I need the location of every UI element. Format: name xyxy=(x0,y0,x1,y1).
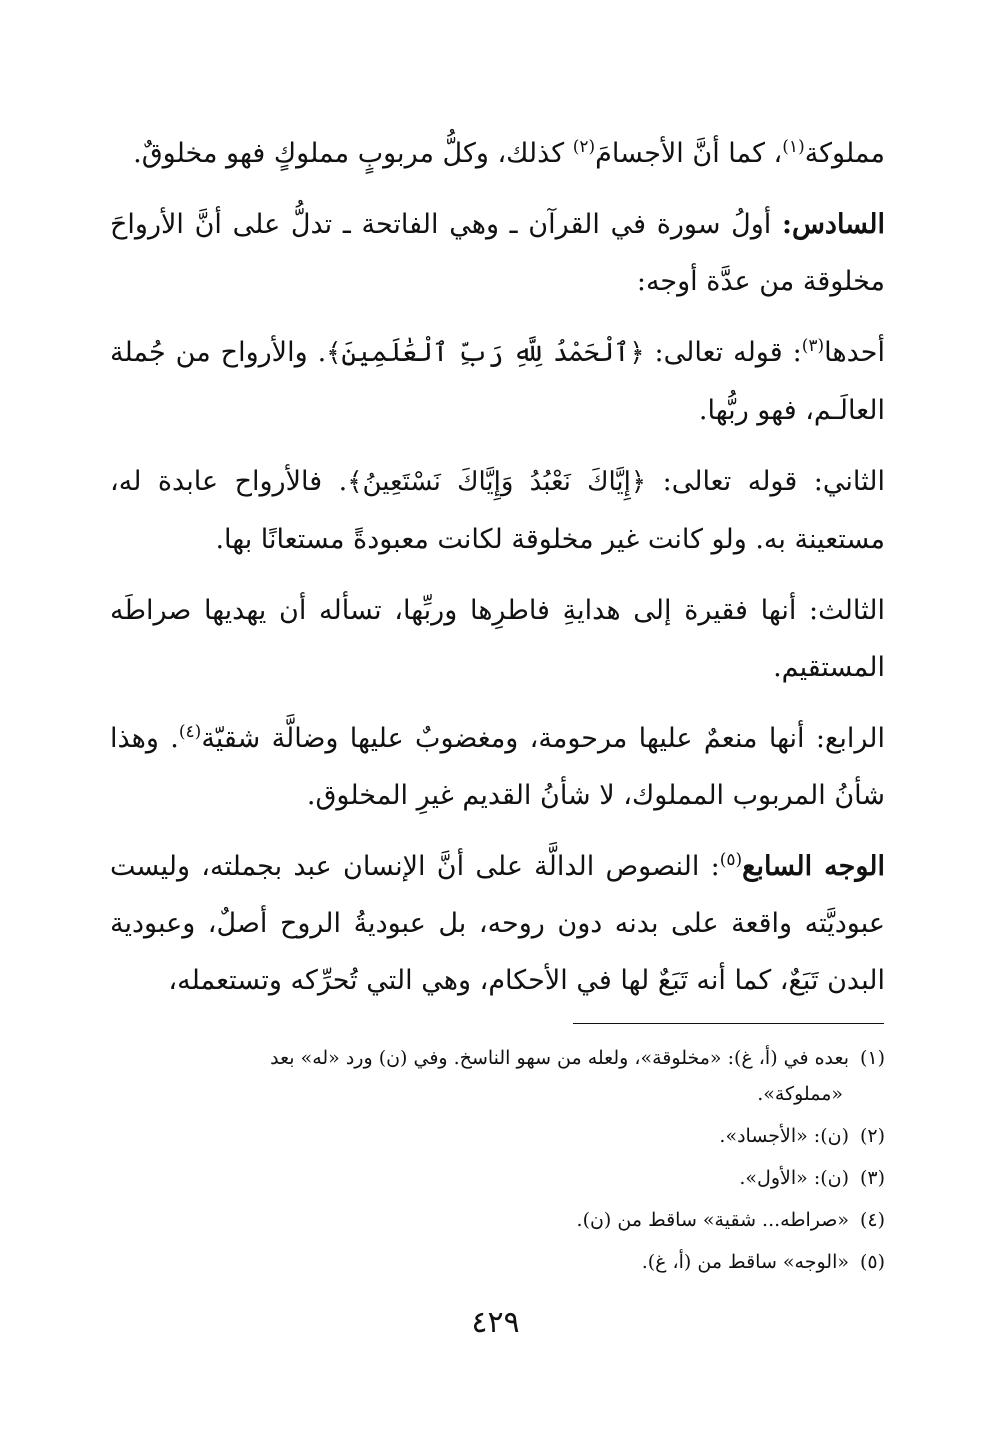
footnote-text: «الوجه» ساقط من (أ، غ). xyxy=(641,1251,849,1273)
text: الثاني: قوله تعالى: xyxy=(646,466,885,497)
section-heading-sixth: السادس: xyxy=(782,209,885,240)
footnotes xyxy=(110,1040,885,1286)
text: كذلك، وكلُّ مربوبٍ مملوكٍ فهو مخلوقٌ. xyxy=(133,138,573,169)
footnote-number: (٢) xyxy=(859,1125,885,1147)
text: ، كما أنَّ الأجسامَ xyxy=(595,138,783,169)
footnote-text: (ن): «الأول». xyxy=(739,1167,849,1189)
paragraph-first-aspect xyxy=(110,324,885,439)
footnote-text: بعده في (أ، غ): «مخلوقة»، ولعله من سهو الناسخ. وفي (ن) ورد «له» بعد xyxy=(270,1047,849,1069)
section-heading-seventh: الوجه السابع xyxy=(742,851,886,882)
page-body xyxy=(110,125,885,1023)
quran-verse: ﴿ٱلْحَمْدُ لِلَّهِ رَبِّ ٱلْعَٰلَمِينَ﴾ xyxy=(326,338,645,368)
paragraph-sixth xyxy=(110,196,885,310)
footnote-ref-4[interactable]: (٤) xyxy=(178,722,202,742)
footnote-number: (٥) xyxy=(859,1251,885,1273)
text: مملوكة xyxy=(804,138,885,169)
footnote-ref-1[interactable]: (١) xyxy=(782,137,805,157)
footnote-ref-2[interactable]: (٢) xyxy=(572,137,596,157)
footnote-5 xyxy=(110,1244,885,1280)
text: . فالأرواح عابدة له، مستعينة به. ولو كانت غير مخلوقة لكانت معبودةً مستعانًا بها. xyxy=(110,466,885,555)
text: . وهذا شأنُ المربوب المملوك، لا شأنُ القديم غيرِ المخلوق. xyxy=(110,723,885,811)
footnote-text: «صراطه... شقية» ساقط من (ن). xyxy=(576,1209,849,1231)
paragraph-fourth-aspect xyxy=(110,710,885,824)
footnote-text: «مملوكة». xyxy=(757,1083,843,1105)
paragraph-second-aspect xyxy=(110,453,885,568)
footnote-number: (١) xyxy=(859,1047,885,1069)
paragraph-seventh xyxy=(110,838,885,1009)
footnote-text: (ن): «الأجساد». xyxy=(719,1125,849,1147)
text: . والأرواح من جُملة العالَـم، فهو ربُّها. xyxy=(110,337,885,426)
page-number: ٤٢٩ xyxy=(471,1305,520,1340)
footnote-3 xyxy=(110,1160,885,1196)
footnote-2 xyxy=(110,1118,885,1154)
footnote-ref-3[interactable]: (٣) xyxy=(801,336,825,356)
text: : قوله تعالى: xyxy=(644,337,802,368)
text: الثالث: أنها فقيرة إلى هدايةِ فاطرِها وربِّها، تسأله أن يهديها صراطَه المستقيم. xyxy=(110,595,885,683)
footnote-1 xyxy=(110,1040,885,1112)
footnote-number: (٣) xyxy=(859,1167,885,1189)
text: الرابع: أنها منعمٌ عليها مرحومة، ومغضوبٌ عليها وضالَّة شقيّة xyxy=(201,723,885,754)
footnote-ref-5[interactable]: (٥) xyxy=(719,850,743,870)
quran-verse: ﴿إِيَّاكَ نَعْبُدُ وَإِيَّاكَ نَسْتَعِينُ﴾ xyxy=(347,467,647,497)
text: أولُ سورة في القرآن ـ وهي الفاتحة ـ تدلُّ على أنَّ الأرواحَ مخلوقة من عدَّة أوجه: xyxy=(110,209,885,297)
footnote-4 xyxy=(110,1202,885,1238)
text: : النصوص الدالَّة على أنَّ الإنسان عبد بجملته، وليست عبوديَّته واقعة على بدنه دون روحه، بل عبوديةُ الروح أصلٌ، وعبودية البدن تَبَعٌ، كما أنه تَبَعٌ لها في الأحكام، وهي التي تُحرِّكه وتستعمله، xyxy=(110,851,885,996)
paragraph-third-aspect xyxy=(110,582,885,696)
paragraph-1 xyxy=(110,125,885,182)
text: أحدها xyxy=(824,337,885,368)
footnote-divider xyxy=(573,1023,884,1024)
footnote-number: (٤) xyxy=(859,1209,885,1231)
